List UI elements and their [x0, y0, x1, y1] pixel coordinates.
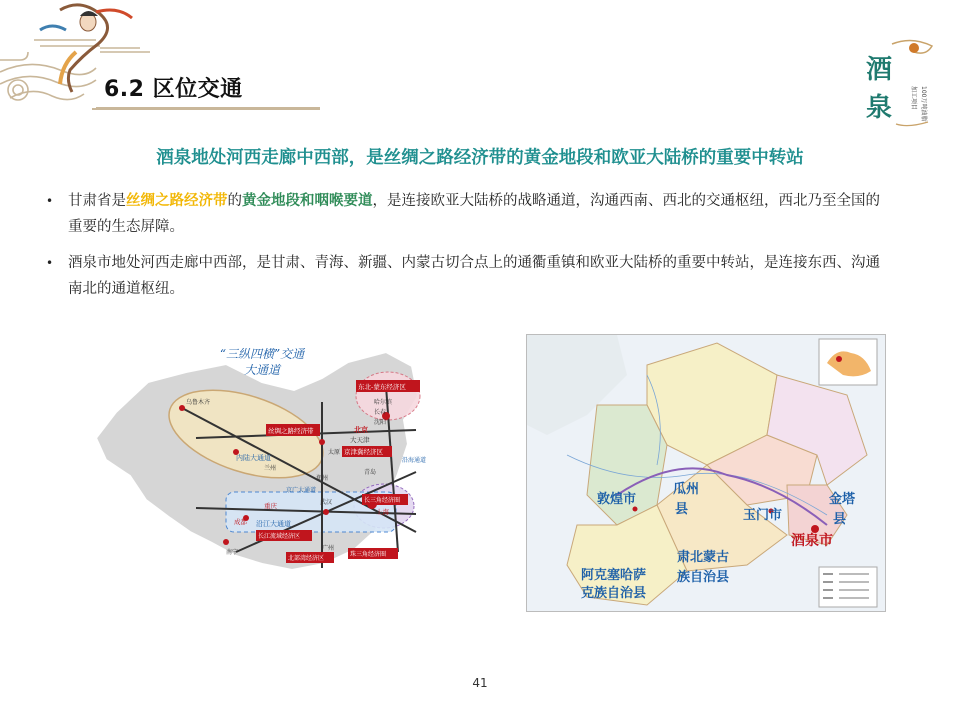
svg-text:京津冀经济区: 京津冀经济区 — [344, 448, 383, 456]
map-title-line2: 大通道 — [243, 363, 281, 377]
svg-text:沿江大通道: 沿江大通道 — [256, 520, 291, 528]
svg-text:大天津: 大天津 — [350, 436, 370, 444]
svg-text:内陆大通道: 内陆大通道 — [236, 454, 271, 462]
label-jinta-2: 县 — [833, 512, 847, 527]
jiuquan-admin-map — [526, 334, 886, 612]
svg-text:100万吨油脂: 100万吨油脂 — [920, 86, 927, 122]
label-dunhuang: 敦煌市 — [597, 492, 637, 507]
svg-text:沈阳: 沈阳 — [374, 419, 387, 426]
svg-text:兰州: 兰州 — [264, 465, 277, 472]
bullet-dot-icon: • — [46, 256, 54, 270]
svg-text:京广大通道: 京广大通道 — [286, 487, 317, 494]
svg-text:乌鲁木齐: 乌鲁木齐 — [186, 399, 211, 406]
svg-text:青岛: 青岛 — [364, 469, 377, 476]
svg-text:长春: 长春 — [374, 409, 387, 416]
page-number: 41 — [472, 676, 488, 690]
title-underline — [92, 108, 320, 110]
bullet-gansu: • 甘肃省是丝绸之路经济带的黄金地段和咽喉要道，是连接欧亚大陆桥的战略通道，沟通西南、西北的交通枢纽，西北乃至全国的重要的生态屏障。 — [46, 188, 886, 240]
label-guazhou-2: 县 — [675, 502, 689, 517]
svg-text:南宁: 南宁 — [226, 549, 239, 556]
svg-text:北京: 北京 — [354, 426, 368, 434]
svg-text:太原: 太原 — [328, 449, 341, 456]
svg-text:成都: 成都 — [234, 518, 247, 526]
label-guazhou-1: 瓜州 — [673, 482, 700, 497]
svg-text:北部湾经济区: 北部湾经济区 — [288, 555, 325, 562]
bullet-dot-icon: • — [46, 194, 54, 208]
svg-text:东北-蒙东经济区: 东北-蒙东经济区 — [358, 383, 406, 391]
bullet-jiuquan: • 酒泉市地处河西走廊中西部，是甘肃、青海、新疆、内蒙古切合点上的通衢重镇和欧亚大陆桥的重要中转站，是连接东西、沟通南北的通道枢纽。 — [46, 250, 886, 302]
svg-text:武汉: 武汉 — [320, 499, 333, 506]
china-corridor-map — [86, 342, 446, 582]
svg-text:珠三角经济圈: 珠三角经济圈 — [350, 551, 387, 558]
svg-text:泉: 泉 — [866, 93, 893, 123]
jiuquan-brand-logo — [852, 36, 940, 132]
svg-text:长三角经济圈: 长三角经济圈 — [364, 497, 401, 504]
svg-text:酒: 酒 — [866, 55, 893, 85]
label-akesai-1: 阿克塞哈萨 — [581, 568, 647, 583]
svg-text:重庆: 重庆 — [264, 502, 277, 510]
label-jiuquan: 酒泉市 — [791, 533, 833, 549]
jiuquan-map-graphic — [527, 335, 886, 612]
bullet-list — [46, 188, 886, 312]
highlight-golden-section: 黄金地段和咽喉要道 — [242, 193, 373, 209]
svg-text:加工项目: 加工项目 — [910, 86, 917, 111]
svg-text:广州: 广州 — [322, 545, 335, 552]
svg-text:郑州: 郑州 — [316, 475, 329, 482]
svg-text:哈尔滨: 哈尔滨 — [374, 399, 393, 406]
svg-text:上海: 上海 — [376, 508, 389, 516]
label-jinta-1: 金塔 — [829, 492, 856, 507]
label-akesai-2: 克族自治县 — [581, 586, 647, 601]
section-title: 6.2 区位交通 — [104, 77, 243, 102]
slide-subtitle: 酒泉地处河西走廊中西部，是丝绸之路经济带的黄金地段和欧亚大陆桥的重要中转站 — [156, 148, 804, 168]
svg-text:丝绸之路经济带: 丝绸之路经济带 — [268, 427, 314, 435]
svg-text:长江流域经济区: 长江流域经济区 — [258, 533, 301, 540]
label-subei-2: 族自治县 — [677, 570, 730, 585]
label-subei-1: 肃北蒙古 — [677, 550, 730, 565]
svg-text:沿海通道: 沿海通道 — [402, 457, 427, 464]
highlight-silk-road: 丝绸之路经济带 — [126, 193, 228, 209]
map-title-line1: “三纵四横”交通 — [219, 347, 305, 361]
label-yumen: 玉门市 — [743, 508, 783, 523]
